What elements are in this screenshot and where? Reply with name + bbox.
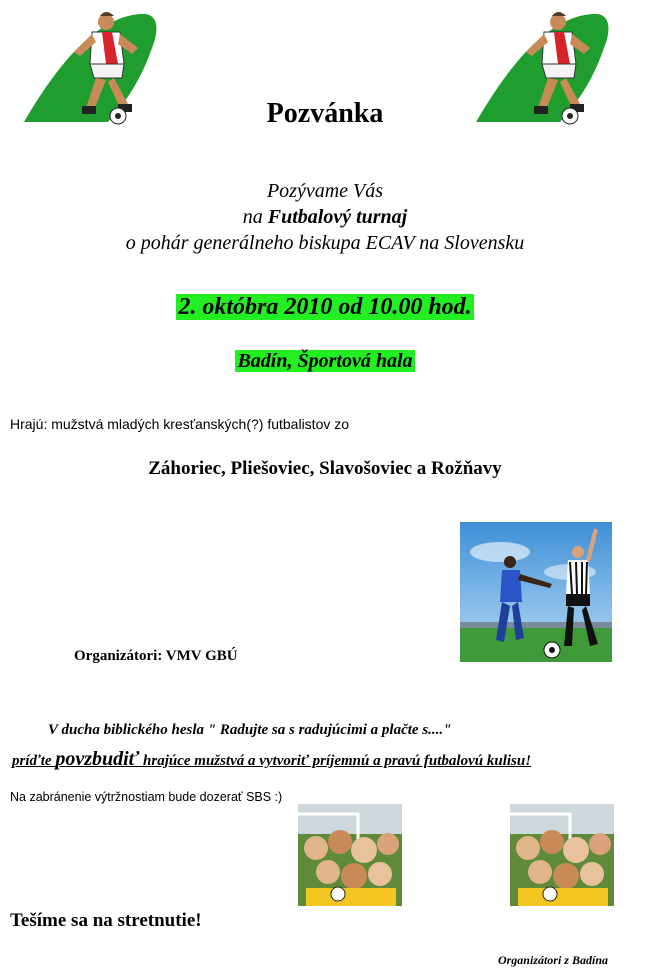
event-venue: Badín, Športová hala <box>237 350 413 372</box>
motto-emphasis: povzbudiť <box>55 748 140 770</box>
fans-photo-right <box>510 804 614 906</box>
organizers-label: Organizátori: VMV GBÚ <box>74 648 238 664</box>
motto-line-1: V ducha biblického hesla " Radujte sa s radujúcimi a plačte s...." <box>48 722 452 738</box>
referee-photo <box>460 522 612 662</box>
security-note: Na zabránenie výtržnostiam bude dozerať SBS :) <box>10 790 283 804</box>
motto-line-2: príďte povzbudiť hrajúce mužstvá a vytvoriť príjemnú a pravú futbalovú kulisu! <box>12 748 532 770</box>
closing-line: Tešíme sa na stretnutie! <box>10 910 202 931</box>
event-date: 2. októbra 2010 od 10.00 hod. <box>178 294 472 320</box>
players-intro: Hrajú: mužstvá mladých kresťanských(?) futbalistov zo <box>10 416 350 432</box>
invitation-title: Pozvánka <box>266 98 384 129</box>
fans-photo-left <box>298 804 402 906</box>
intro-line-2: na Futbalový turnaj <box>242 206 408 228</box>
intro-line-3: o pohár generálneho biskupa ECAV na Slovensku <box>125 232 525 254</box>
invitation-intro <box>0 178 650 256</box>
signature: Organizátori z Badína <box>497 953 608 967</box>
intro-line-1: Pozývame Vás <box>266 180 384 202</box>
team-towns: Záhoriec, Pliešoviec, Slavošoviec a Rožňavy <box>148 458 502 479</box>
tournament-name: Futbalový turnaj <box>267 206 408 228</box>
